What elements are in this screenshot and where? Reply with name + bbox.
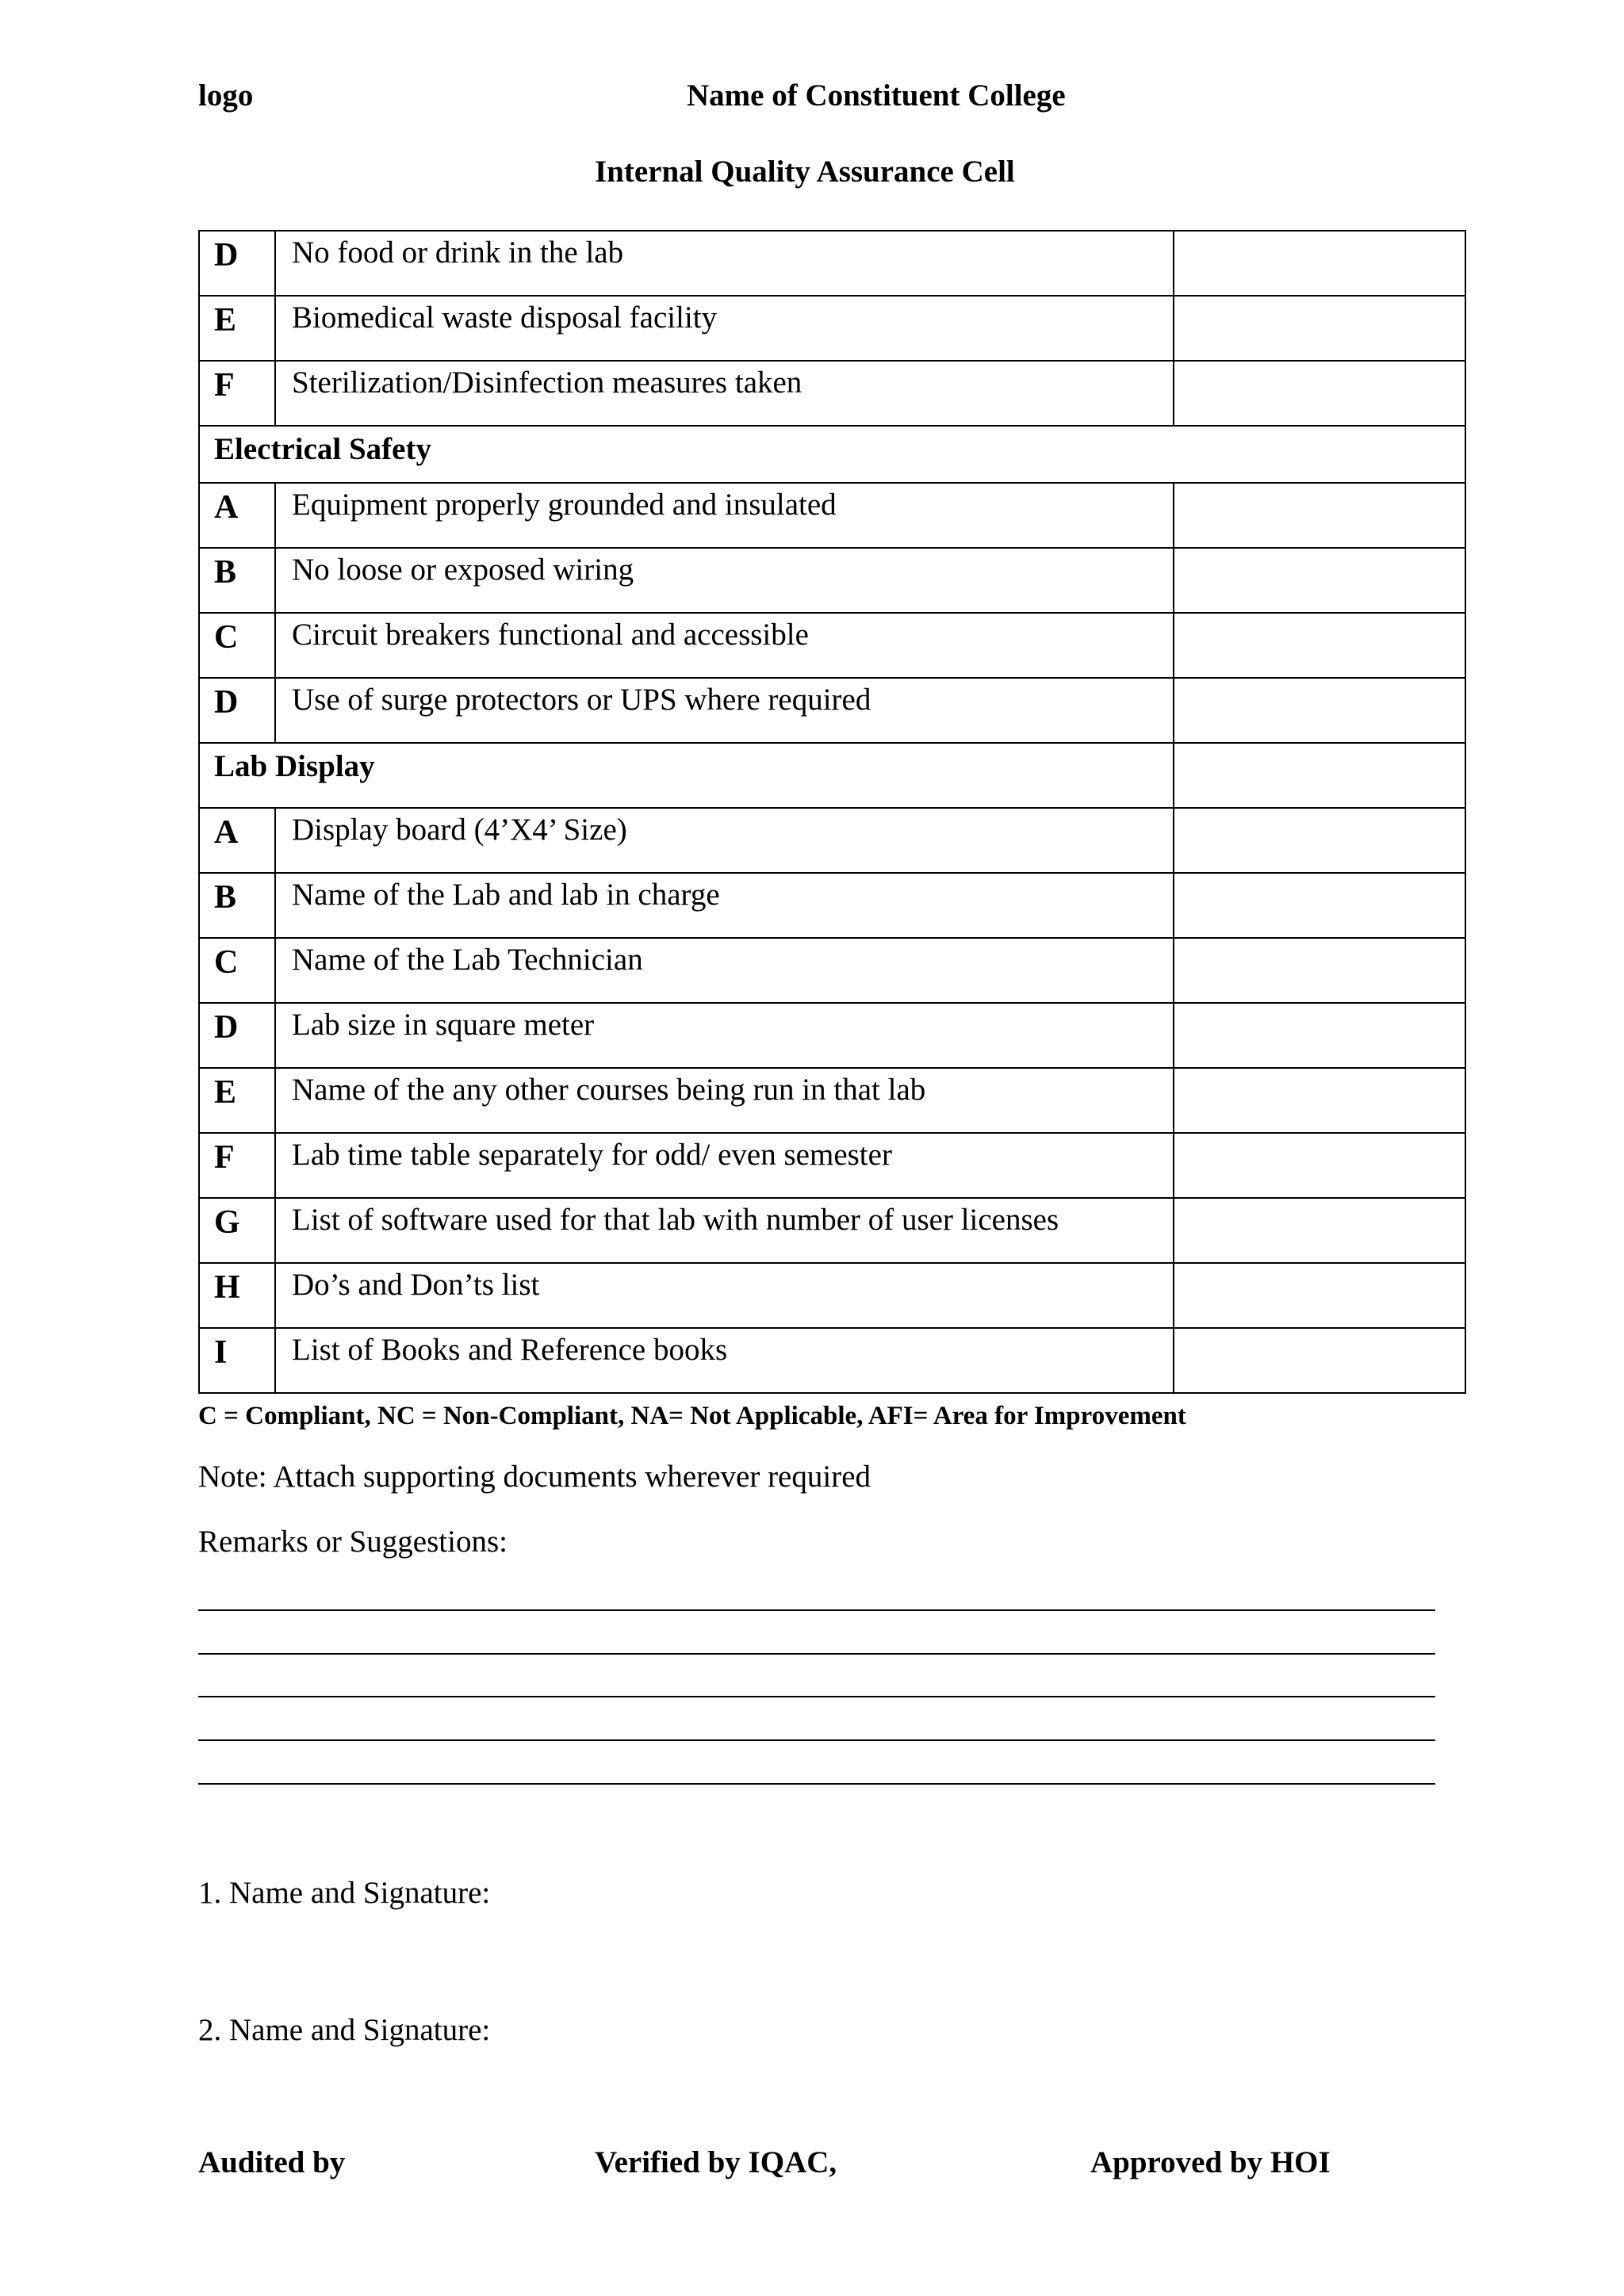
item-letter (199, 361, 275, 426)
checklist-row (199, 808, 1465, 873)
item-status-cell[interactable] (1174, 548, 1465, 613)
item-description-text: Equipment properly grounded and insulated (292, 488, 837, 522)
checklist-row (199, 1328, 1465, 1393)
item-description (275, 1068, 1174, 1133)
item-status-cell[interactable] (1174, 1263, 1465, 1328)
item-status-cell[interactable] (1174, 231, 1465, 296)
section-title: Electrical Safety (214, 432, 431, 466)
item-letter-text: B (214, 879, 237, 916)
checklist-row (199, 548, 1465, 613)
section-header-row (199, 743, 1465, 808)
checklist-row (199, 296, 1465, 361)
item-description-text: Lab time table separately for odd/ even semester (292, 1138, 892, 1172)
signature-1-label: 1. Name and Signature: (198, 1876, 491, 1910)
item-letter-text: E (214, 1074, 237, 1111)
section-header (199, 743, 1174, 808)
item-letter-text: C (214, 619, 239, 656)
item-status-cell[interactable] (1174, 1328, 1465, 1393)
item-status-cell[interactable] (1174, 808, 1465, 873)
item-status-cell[interactable] (1174, 1003, 1465, 1068)
item-description (275, 613, 1174, 678)
checklist-row (199, 678, 1465, 743)
iqac-title: Internal Quality Assurance Cell (595, 155, 1015, 189)
checklist-row (199, 873, 1465, 938)
item-letter-text: C (214, 944, 239, 981)
item-description-text: Do’s and Don’ts list (292, 1268, 540, 1302)
audited-by-label: Audited by (198, 2145, 346, 2179)
item-letter-text: I (214, 1334, 228, 1371)
item-letter-text: D (214, 1009, 239, 1046)
logo-placeholder: logo (198, 78, 254, 113)
item-letter-text: D (214, 684, 239, 721)
item-letter (199, 938, 275, 1003)
section-title: Lab Display (214, 749, 375, 783)
item-letter (199, 873, 275, 938)
item-description (275, 1198, 1174, 1263)
item-status-cell[interactable] (1174, 296, 1465, 361)
verified-by-label: Verified by IQAC, (595, 2145, 837, 2179)
checklist-row (199, 1133, 1465, 1198)
item-description (275, 1003, 1174, 1068)
item-letter-text: B (214, 554, 237, 591)
item-description-text: Display board (4’X4’ Size) (292, 813, 627, 847)
checklist-row (199, 483, 1465, 548)
item-description (275, 296, 1174, 361)
item-letter (199, 1263, 275, 1328)
item-description (275, 938, 1174, 1003)
item-letter-text: E (214, 302, 237, 339)
item-description (275, 873, 1174, 938)
remarks-label: Remarks or Suggestions: (198, 1525, 508, 1559)
checklist-row (199, 1198, 1465, 1263)
signature-2-label: 2. Name and Signature: (198, 2013, 491, 2047)
item-letter-text: F (214, 367, 235, 404)
item-description-text: Name of the any other courses being run in that lab (292, 1073, 926, 1107)
checklist-row (199, 1003, 1465, 1068)
item-letter (199, 548, 275, 613)
section-header-row (199, 426, 1465, 483)
item-description-text: Name of the Lab Technician (292, 943, 643, 977)
item-status-cell[interactable] (1174, 1133, 1465, 1198)
item-description-text: No loose or exposed wiring (292, 553, 634, 587)
item-status-cell[interactable] (1174, 873, 1465, 938)
item-description-text: Biomedical waste disposal facility (292, 300, 718, 335)
item-description-text: Name of the Lab and lab in charge (292, 878, 720, 912)
checklist-row (199, 1068, 1465, 1133)
item-description-text: Sterilization/Disinfection measures taken (292, 365, 802, 400)
checklist-row (199, 361, 1465, 426)
item-letter (199, 1328, 275, 1393)
item-status-cell[interactable] (1174, 938, 1465, 1003)
item-letter-text: G (214, 1204, 240, 1241)
item-description (275, 483, 1174, 548)
item-letter (199, 808, 275, 873)
checklist-row (199, 231, 1465, 296)
college-name: Name of Constituent College (687, 78, 1066, 113)
note-text: Note: Attach supporting documents wherever required (198, 1460, 871, 1494)
item-status-cell[interactable] (1174, 361, 1465, 426)
item-letter-text: H (214, 1269, 240, 1306)
checklist-row (199, 1263, 1465, 1328)
item-description (275, 361, 1174, 426)
item-description-text: Use of surge protectors or UPS where required (292, 683, 871, 717)
remarks-line[interactable] (198, 1739, 1435, 1741)
section-status-cell[interactable] (1174, 743, 1465, 808)
remarks-line[interactable] (198, 1609, 1435, 1611)
item-status-cell[interactable] (1174, 1198, 1465, 1263)
item-status-cell[interactable] (1174, 1068, 1465, 1133)
item-description (275, 678, 1174, 743)
item-description (275, 808, 1174, 873)
section-header (199, 426, 1465, 483)
item-letter (199, 483, 275, 548)
item-status-cell[interactable] (1174, 613, 1465, 678)
checklist-table (198, 230, 1466, 1394)
item-letter (199, 1198, 275, 1263)
item-description-text: List of Books and Reference books (292, 1333, 728, 1367)
checklist-row (199, 938, 1465, 1003)
approved-by-label: Approved by HOI (1090, 2145, 1331, 2179)
item-letter (199, 1068, 275, 1133)
item-description (275, 548, 1174, 613)
remarks-line[interactable] (198, 1653, 1435, 1655)
item-letter-text: F (214, 1139, 235, 1176)
item-description-text: No food or drink in the lab (292, 235, 624, 270)
checklist-row (199, 613, 1465, 678)
item-letter-text: A (214, 489, 239, 526)
remarks-line[interactable] (198, 1783, 1435, 1785)
item-description (275, 1133, 1174, 1198)
item-letter (199, 1133, 275, 1198)
item-letter (199, 231, 275, 296)
item-description (275, 1328, 1174, 1393)
remarks-line[interactable] (198, 1696, 1435, 1697)
item-letter-text: A (214, 814, 239, 851)
compliance-legend: C = Compliant, NC = Non-Compliant, NA= Not Applicable, AFI= Area for Improvement (198, 1402, 1186, 1430)
item-status-cell[interactable] (1174, 483, 1465, 548)
item-description-text: Lab size in square meter (292, 1008, 595, 1042)
item-letter-text: D (214, 237, 239, 274)
item-description (275, 1263, 1174, 1328)
item-letter (199, 296, 275, 361)
item-description (275, 231, 1174, 296)
item-description-text: Circuit breakers functional and accessible (292, 618, 809, 652)
item-description-text: List of software used for that lab with number of user licenses (292, 1203, 1059, 1237)
item-letter (199, 613, 275, 678)
item-letter (199, 1003, 275, 1068)
item-status-cell[interactable] (1174, 678, 1465, 743)
item-letter (199, 678, 275, 743)
